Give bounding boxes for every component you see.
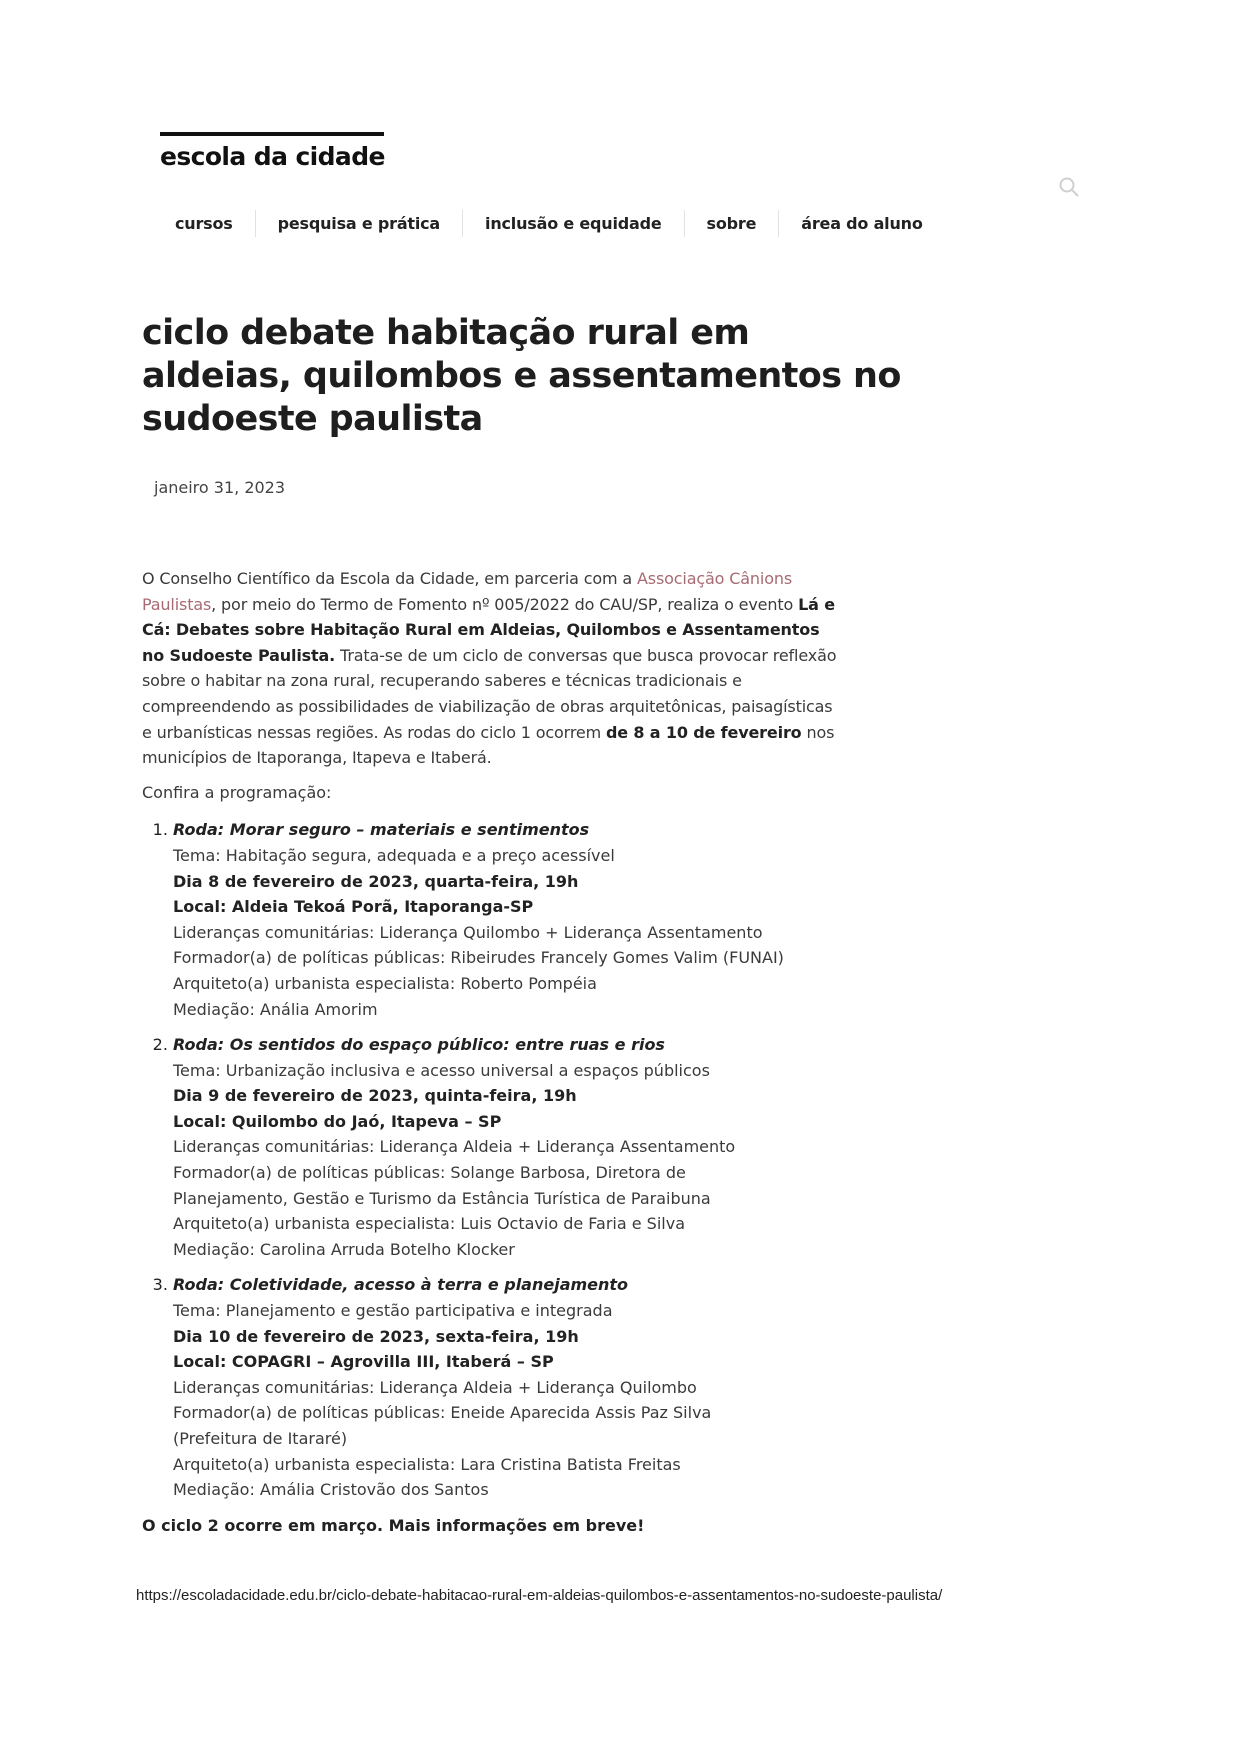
roda-formador-cont: Planejamento, Gestão e Turismo da Estância Turística de Paraibuna bbox=[173, 1188, 711, 1208]
roda-dia: Dia 8 de fevereiro de 2023, quarta-feira, 19h bbox=[173, 871, 579, 891]
intro-text-1: O Conselho Científico da Escola da Cidade, em parceria com a bbox=[142, 569, 637, 588]
event-dates: de 8 a 10 de fevereiro bbox=[605, 722, 802, 742]
roda-liderancas: Lideranças comunitárias: Liderança Aldeia + Liderança Assentamento bbox=[173, 1137, 736, 1157]
article-body bbox=[142, 566, 842, 1538]
roda-local: Local: COPAGRI – Agrovilla III, Itaberá – SP bbox=[173, 1352, 554, 1372]
roda-local: Local: Quilombo do Jaó, Itapeva – SP bbox=[173, 1111, 502, 1131]
roda-formador-cont: (Prefeitura de Itararé) bbox=[173, 1429, 348, 1448]
roda-dia: Dia 10 de fevereiro de 2023, sexta-feira, 19h bbox=[173, 1326, 579, 1346]
logo-bar bbox=[160, 132, 384, 136]
roda-formador: Formador(a) de políticas públicas: Eneide Aparecida Assis Paz Silva bbox=[173, 1403, 712, 1423]
roda-mediacao: Mediação: Anália Amorim bbox=[173, 999, 378, 1019]
roda-arquiteto: Arquiteto(a) urbanista especialista: Roberto Pompéia bbox=[173, 973, 597, 993]
page-url: https://escoladacidade.edu.br/ciclo-debate-habitacao-rural-em-aldeias-quilombos-e-assentamentos-no-sudoeste-paulista/ bbox=[136, 1587, 943, 1604]
nav-item-pesquisa-e-pratica[interactable]: pesquisa e prática bbox=[256, 210, 463, 237]
event-name: Lá e Cá: Debates sobre Habitação Rural em Aldeias, Quilombos e Assentamentos no Sudoeste Paulista. bbox=[142, 594, 835, 665]
nav-item-area-do-aluno[interactable]: área do aluno bbox=[801, 214, 923, 233]
roda-title: 1. Roda: Morar seguro – materiais e sentimentos bbox=[173, 820, 590, 840]
roda-mediacao: Mediação: Amália Cristovão dos Santos bbox=[173, 1480, 489, 1500]
nav-item-cursos[interactable]: cursos bbox=[155, 210, 256, 237]
programacao-heading: Confira a programação: bbox=[142, 782, 332, 802]
roda-item bbox=[173, 817, 842, 1022]
roda-arquiteto: Arquiteto(a) urbanista especialista: Luis Octavio de Faria e Silva bbox=[173, 1214, 685, 1234]
site-logo[interactable] bbox=[160, 132, 385, 171]
associacao-link[interactable]: Associação Cânions Paulistas bbox=[142, 569, 793, 614]
roda-liderancas: Lideranças comunitárias: Liderança Quilombo + Liderança Assentamento bbox=[173, 922, 763, 942]
roda-tema: Tema: Habitação segura, adequada e a preço acessível bbox=[173, 845, 615, 865]
nav-item-sobre[interactable]: sobre bbox=[685, 210, 780, 237]
intro-text-4: nos municípios de Itaporanga, Itapeva e Itaberá. bbox=[142, 722, 835, 768]
roda-title: 3. Roda: Coletividade, acesso à terra e planejamento bbox=[173, 1275, 629, 1295]
roda-item bbox=[173, 1272, 842, 1502]
intro-text-3: Trata-se de um ciclo de conversas que busca provocar reflexão sobre o habitar na zona rural, recuperando saberes e técnicas tradicionais e compreendendo as possibilidades de viabilização de obras arquitetônicas, paisagísticas e urbanísticas nessas regiões. As rodas do ciclo 1 ocorrem bbox=[142, 645, 837, 742]
roda-arquiteto: Arquiteto(a) urbanista especialista: Lara Cristina Batista Freitas bbox=[173, 1454, 681, 1474]
nav-item-inclusao-e-equidade[interactable]: inclusão e equidade bbox=[463, 210, 684, 237]
roda-formador: Formador(a) de políticas públicas: Ribeirudes Francely Gomes Valim (FUNAI) bbox=[173, 948, 784, 968]
search-icon[interactable] bbox=[1058, 176, 1080, 198]
logo-text: escola da cidade bbox=[160, 142, 385, 171]
intro-text-2: , por meio do Termo de Fomento nº 005/2022 do CAU/SP, realiza o evento bbox=[211, 594, 799, 614]
roda-title: 2. Roda: Os sentidos do espaço público: entre ruas e rios bbox=[173, 1035, 665, 1055]
roda-tema: Tema: Urbanização inclusiva e acesso universal a espaços públicos bbox=[173, 1060, 710, 1080]
intro-paragraph bbox=[142, 566, 842, 771]
rodas-list bbox=[142, 817, 842, 1502]
article-title: ciclo debate habitação rural em aldeias, quilombos e assentamentos no sudoeste paulista bbox=[142, 313, 901, 439]
roda-item bbox=[173, 1032, 842, 1262]
article-date: janeiro 31, 2023 bbox=[154, 478, 286, 497]
roda-formador: Formador(a) de políticas públicas: Solange Barbosa, Diretora de bbox=[173, 1163, 686, 1183]
main-nav bbox=[155, 210, 945, 237]
roda-liderancas: Lideranças comunitárias: Liderança Aldeia + Liderança Quilombo bbox=[173, 1377, 697, 1397]
roda-tema: Tema: Planejamento e gestão participativa e integrada bbox=[173, 1301, 613, 1321]
roda-dia: Dia 9 de fevereiro de 2023, quinta-feira, 19h bbox=[173, 1086, 577, 1106]
roda-mediacao: Mediação: Carolina Arruda Botelho Klocker bbox=[173, 1239, 515, 1259]
roda-local: Local: Aldeia Tekoá Porã, Itaporanga-SP bbox=[173, 897, 534, 917]
closing-note: O ciclo 2 ocorre em março. Mais informações em breve! bbox=[142, 1515, 645, 1535]
